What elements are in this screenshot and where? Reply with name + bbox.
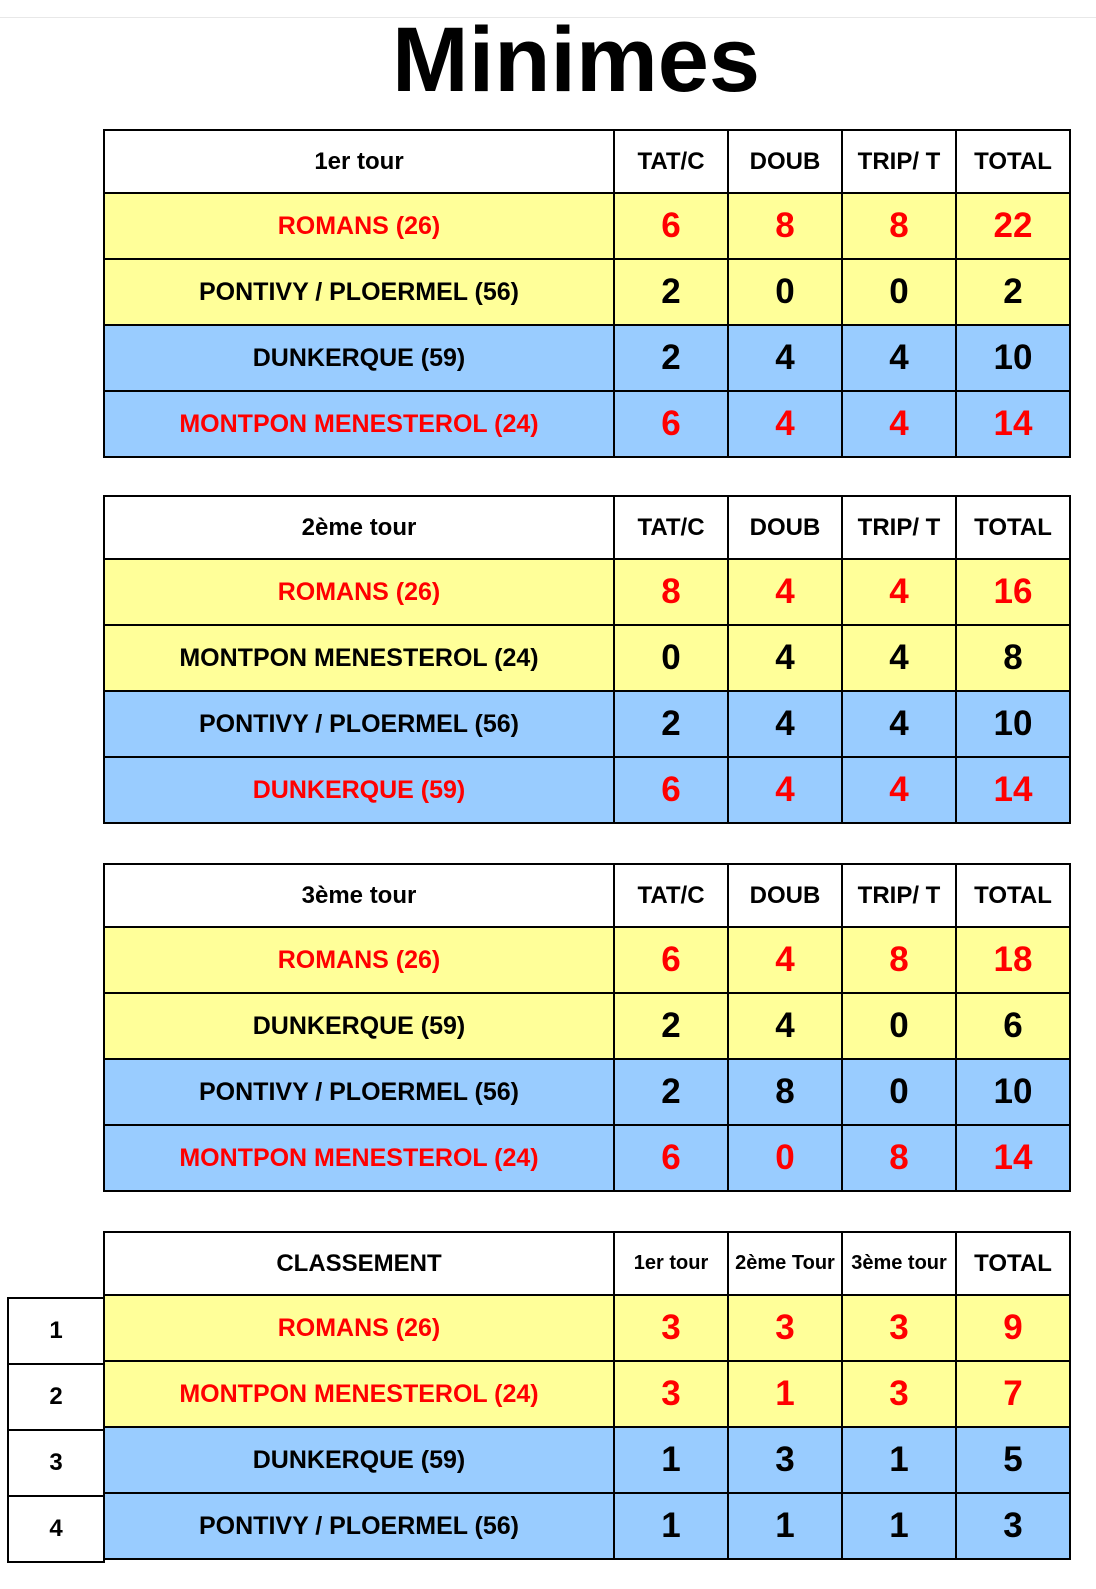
score-value: 0	[728, 1125, 842, 1191]
score-value: 4	[728, 993, 842, 1059]
score-value: 1	[728, 1361, 842, 1427]
rank-column	[7, 1297, 105, 1563]
score-value: 0	[842, 1059, 956, 1125]
total-value: 3	[956, 1493, 1070, 1559]
column-header: TOTAL	[956, 1232, 1070, 1295]
score-value: 0	[842, 993, 956, 1059]
score-value: 4	[842, 691, 956, 757]
column-header: TAT/C	[614, 496, 728, 559]
total-value: 22	[956, 193, 1070, 259]
total-value: 2	[956, 259, 1070, 325]
score-value: 3	[842, 1295, 956, 1361]
table-row	[104, 1427, 1070, 1493]
score-value: 4	[842, 757, 956, 823]
score-value: 8	[614, 559, 728, 625]
score-value: 8	[728, 193, 842, 259]
column-header: TAT/C	[614, 130, 728, 193]
team-name: MONTPON MENESTEROL (24)	[104, 625, 614, 691]
column-header: TOTAL	[956, 130, 1070, 193]
score-value: 4	[728, 559, 842, 625]
score-value: 3	[614, 1295, 728, 1361]
column-header: TRIP/ T	[842, 130, 956, 193]
team-name: ROMANS (26)	[104, 1295, 614, 1361]
table-row	[104, 691, 1070, 757]
team-name: MONTPON MENESTEROL (24)	[104, 391, 614, 457]
round-2-table	[103, 495, 1071, 824]
column-header: DOUB	[728, 864, 842, 927]
table-row	[104, 927, 1070, 993]
table-header-row	[104, 496, 1070, 559]
total-value: 14	[956, 391, 1070, 457]
column-header: 2ème Tour	[728, 1232, 842, 1295]
team-name: PONTIVY / PLOERMEL (56)	[104, 1059, 614, 1125]
total-value: 6	[956, 993, 1070, 1059]
score-value: 4	[728, 927, 842, 993]
column-header: TRIP/ T	[842, 496, 956, 559]
table-header-label: 2ème tour	[104, 496, 614, 559]
score-value: 2	[614, 691, 728, 757]
score-value: 4	[728, 391, 842, 457]
total-value: 10	[956, 691, 1070, 757]
column-header: 3ème tour	[842, 1232, 956, 1295]
rank-number: 3	[8, 1430, 104, 1496]
score-value: 6	[614, 927, 728, 993]
total-value: 7	[956, 1361, 1070, 1427]
table-header-row	[104, 864, 1070, 927]
score-value: 8	[842, 193, 956, 259]
score-value: 3	[842, 1361, 956, 1427]
column-header: TOTAL	[956, 864, 1070, 927]
table-header-row	[104, 1232, 1070, 1295]
column-header: 1er tour	[614, 1232, 728, 1295]
score-value: 3	[728, 1427, 842, 1493]
table-row	[104, 325, 1070, 391]
score-value: 4	[842, 625, 956, 691]
score-value: 0	[842, 259, 956, 325]
table-header-label: 1er tour	[104, 130, 614, 193]
team-name: PONTIVY / PLOERMEL (56)	[104, 1493, 614, 1559]
table-row	[104, 559, 1070, 625]
table-row	[104, 1125, 1070, 1191]
column-header: DOUB	[728, 496, 842, 559]
score-value: 1	[614, 1493, 728, 1559]
total-value: 5	[956, 1427, 1070, 1493]
total-value: 14	[956, 1125, 1070, 1191]
score-value: 6	[614, 391, 728, 457]
table-row	[104, 1295, 1070, 1361]
total-value: 14	[956, 757, 1070, 823]
table-row	[104, 993, 1070, 1059]
table-header-row	[104, 130, 1070, 193]
table-row	[104, 259, 1070, 325]
rank-row	[8, 1496, 104, 1562]
team-name: DUNKERQUE (59)	[104, 325, 614, 391]
total-value: 10	[956, 325, 1070, 391]
score-value: 0	[614, 625, 728, 691]
table-row	[104, 193, 1070, 259]
column-header: DOUB	[728, 130, 842, 193]
rank-number: 2	[8, 1364, 104, 1430]
score-value: 2	[614, 1059, 728, 1125]
table-row	[104, 757, 1070, 823]
score-value: 4	[842, 559, 956, 625]
score-value: 2	[614, 993, 728, 1059]
table-row	[104, 625, 1070, 691]
table-header-label: CLASSEMENT	[104, 1232, 614, 1295]
score-value: 1	[842, 1493, 956, 1559]
table-row	[104, 1361, 1070, 1427]
score-value: 6	[614, 193, 728, 259]
score-value: 2	[614, 325, 728, 391]
total-value: 8	[956, 625, 1070, 691]
rank-number: 1	[8, 1298, 104, 1364]
total-value: 16	[956, 559, 1070, 625]
score-value: 8	[842, 927, 956, 993]
ranking-table	[103, 1231, 1071, 1560]
team-name: ROMANS (26)	[104, 193, 614, 259]
table-row	[104, 1059, 1070, 1125]
table-header-label: 3ème tour	[104, 864, 614, 927]
rank-row	[8, 1298, 104, 1364]
team-name: DUNKERQUE (59)	[104, 757, 614, 823]
column-header: TRIP/ T	[842, 864, 956, 927]
team-name: ROMANS (26)	[104, 927, 614, 993]
score-value: 4	[728, 757, 842, 823]
score-value: 6	[614, 757, 728, 823]
score-value: 1	[614, 1427, 728, 1493]
round-1-table	[103, 129, 1071, 458]
score-value: 8	[728, 1059, 842, 1125]
page-title: Minimes	[392, 9, 761, 111]
rank-row	[8, 1364, 104, 1430]
column-header: TOTAL	[956, 496, 1070, 559]
rank-number: 4	[8, 1496, 104, 1562]
team-name: MONTPON MENESTEROL (24)	[104, 1125, 614, 1191]
column-header: TAT/C	[614, 864, 728, 927]
team-name: ROMANS (26)	[104, 559, 614, 625]
score-value: 6	[614, 1125, 728, 1191]
score-value: 8	[842, 1125, 956, 1191]
team-name: DUNKERQUE (59)	[104, 993, 614, 1059]
table-row	[104, 391, 1070, 457]
score-value: 4	[728, 691, 842, 757]
score-value: 1	[842, 1427, 956, 1493]
score-value: 3	[614, 1361, 728, 1427]
total-value: 9	[956, 1295, 1070, 1361]
score-value: 4	[842, 391, 956, 457]
total-value: 18	[956, 927, 1070, 993]
score-value: 0	[728, 259, 842, 325]
round-3-table	[103, 863, 1071, 1192]
score-value: 2	[614, 259, 728, 325]
score-value: 3	[728, 1295, 842, 1361]
total-value: 10	[956, 1059, 1070, 1125]
team-name: PONTIVY / PLOERMEL (56)	[104, 259, 614, 325]
score-value: 4	[842, 325, 956, 391]
team-name: PONTIVY / PLOERMEL (56)	[104, 691, 614, 757]
score-value: 4	[728, 625, 842, 691]
rank-row	[8, 1430, 104, 1496]
score-value: 4	[728, 325, 842, 391]
table-row	[104, 1493, 1070, 1559]
team-name: DUNKERQUE (59)	[104, 1427, 614, 1493]
score-value: 1	[728, 1493, 842, 1559]
team-name: MONTPON MENESTEROL (24)	[104, 1361, 614, 1427]
